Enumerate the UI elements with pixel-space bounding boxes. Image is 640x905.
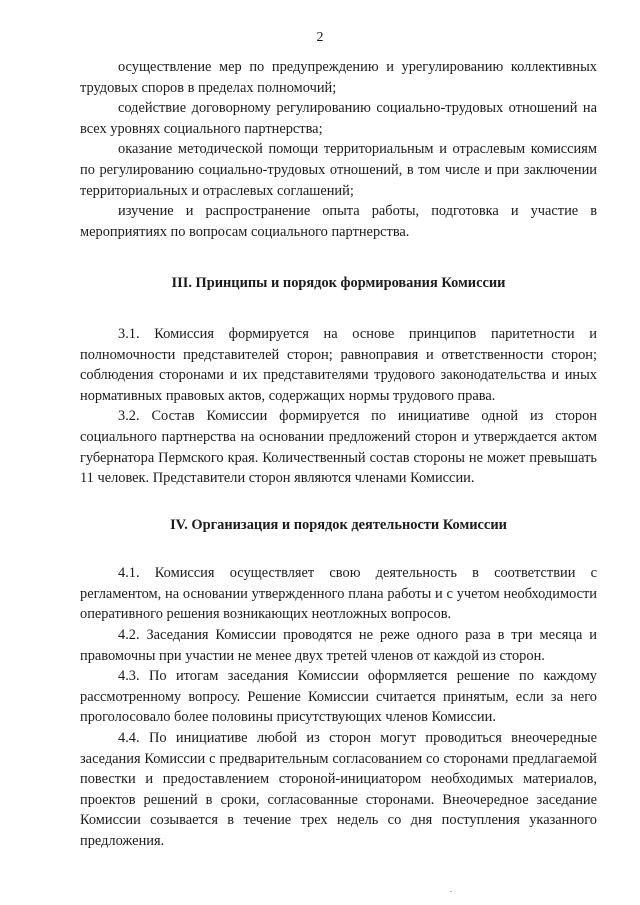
- intro-item: оказание методической помощи территориальным и отраслевым комиссиям по регулированию социально-трудовых отношений, в том числе и при заключении территориальных и отраслевых соглашений;: [80, 141, 597, 199]
- page-number: 2: [316, 30, 324, 45]
- intro-item: содействие договорному регулированию социально-трудовых отношений на всех уровнях социального партнерства;: [80, 100, 597, 137]
- section-4-paragraph: 4.1. Комиссия осуществляет свою деятельность в соответствии с регламентом, на основании утвержденного плана работы и с учетом необходимости оперативного решения возникающих неотложных вопросов.: [80, 565, 597, 623]
- intro-item: осуществление мер по предупреждению и урегулированию коллективных трудовых споров в пределах полномочий;: [80, 59, 597, 96]
- section-4-paragraph: 4.3. По итогам заседания Комиссии оформляется решение по каждому рассмотренному вопросу. Решение Комиссии считается принятым, если за него проголосовало более половины присутствующих членов Комиссии.: [80, 668, 597, 726]
- section-4-heading: IV. Организация и порядок деятельности Комиссии: [170, 516, 507, 533]
- section-3-paragraph: 3.2. Состав Комиссии формируется по инициативе одной из сторон социального партнерства на основании предложений сторон и утверждается актом губернатора Пермского края. Количественный состав стороны не может превышать 11 человек. Представители сторон являются членами Комиссии.: [80, 408, 597, 487]
- section-4-paragraph: 4.4. По инициативе любой из сторон могут проводиться внеочередные заседания Комиссии с предварительным согласованием со сторонами предлагаемой повестки и предоставлением стороной-инициатором необходимых материалов, проектов решений в сроки, согласованные сторонами. Внеочередное заседание Комиссии созывается в течение трех недель со дня поступления указанного предложения.: [80, 730, 597, 849]
- section-3-heading: III. Принципы и порядок формирования Комиссии: [171, 275, 506, 292]
- document-body: [80, 57, 597, 852]
- section-4-paragraph: 4.2. Заседания Комиссии проводятся не реже одного раза в три месяца и правомочны при участии не менее двух третей членов от каждой из сторон.: [80, 627, 597, 664]
- intro-item: изучение и распространение опыта работы, подготовка и участие в мероприятиях по вопросам социального партнерства.: [80, 203, 597, 240]
- scan-speck: [450, 891, 452, 892]
- section-3-paragraph: 3.1. Комиссия формируется на основе принципов паритетности и полномочности представителей сторон; равноправия и ответственности сторон; соблюдения сторонами и их представителями трудового законодательства и иных нормативных правовых актов, содержащих нормы трудового права.: [80, 325, 597, 404]
